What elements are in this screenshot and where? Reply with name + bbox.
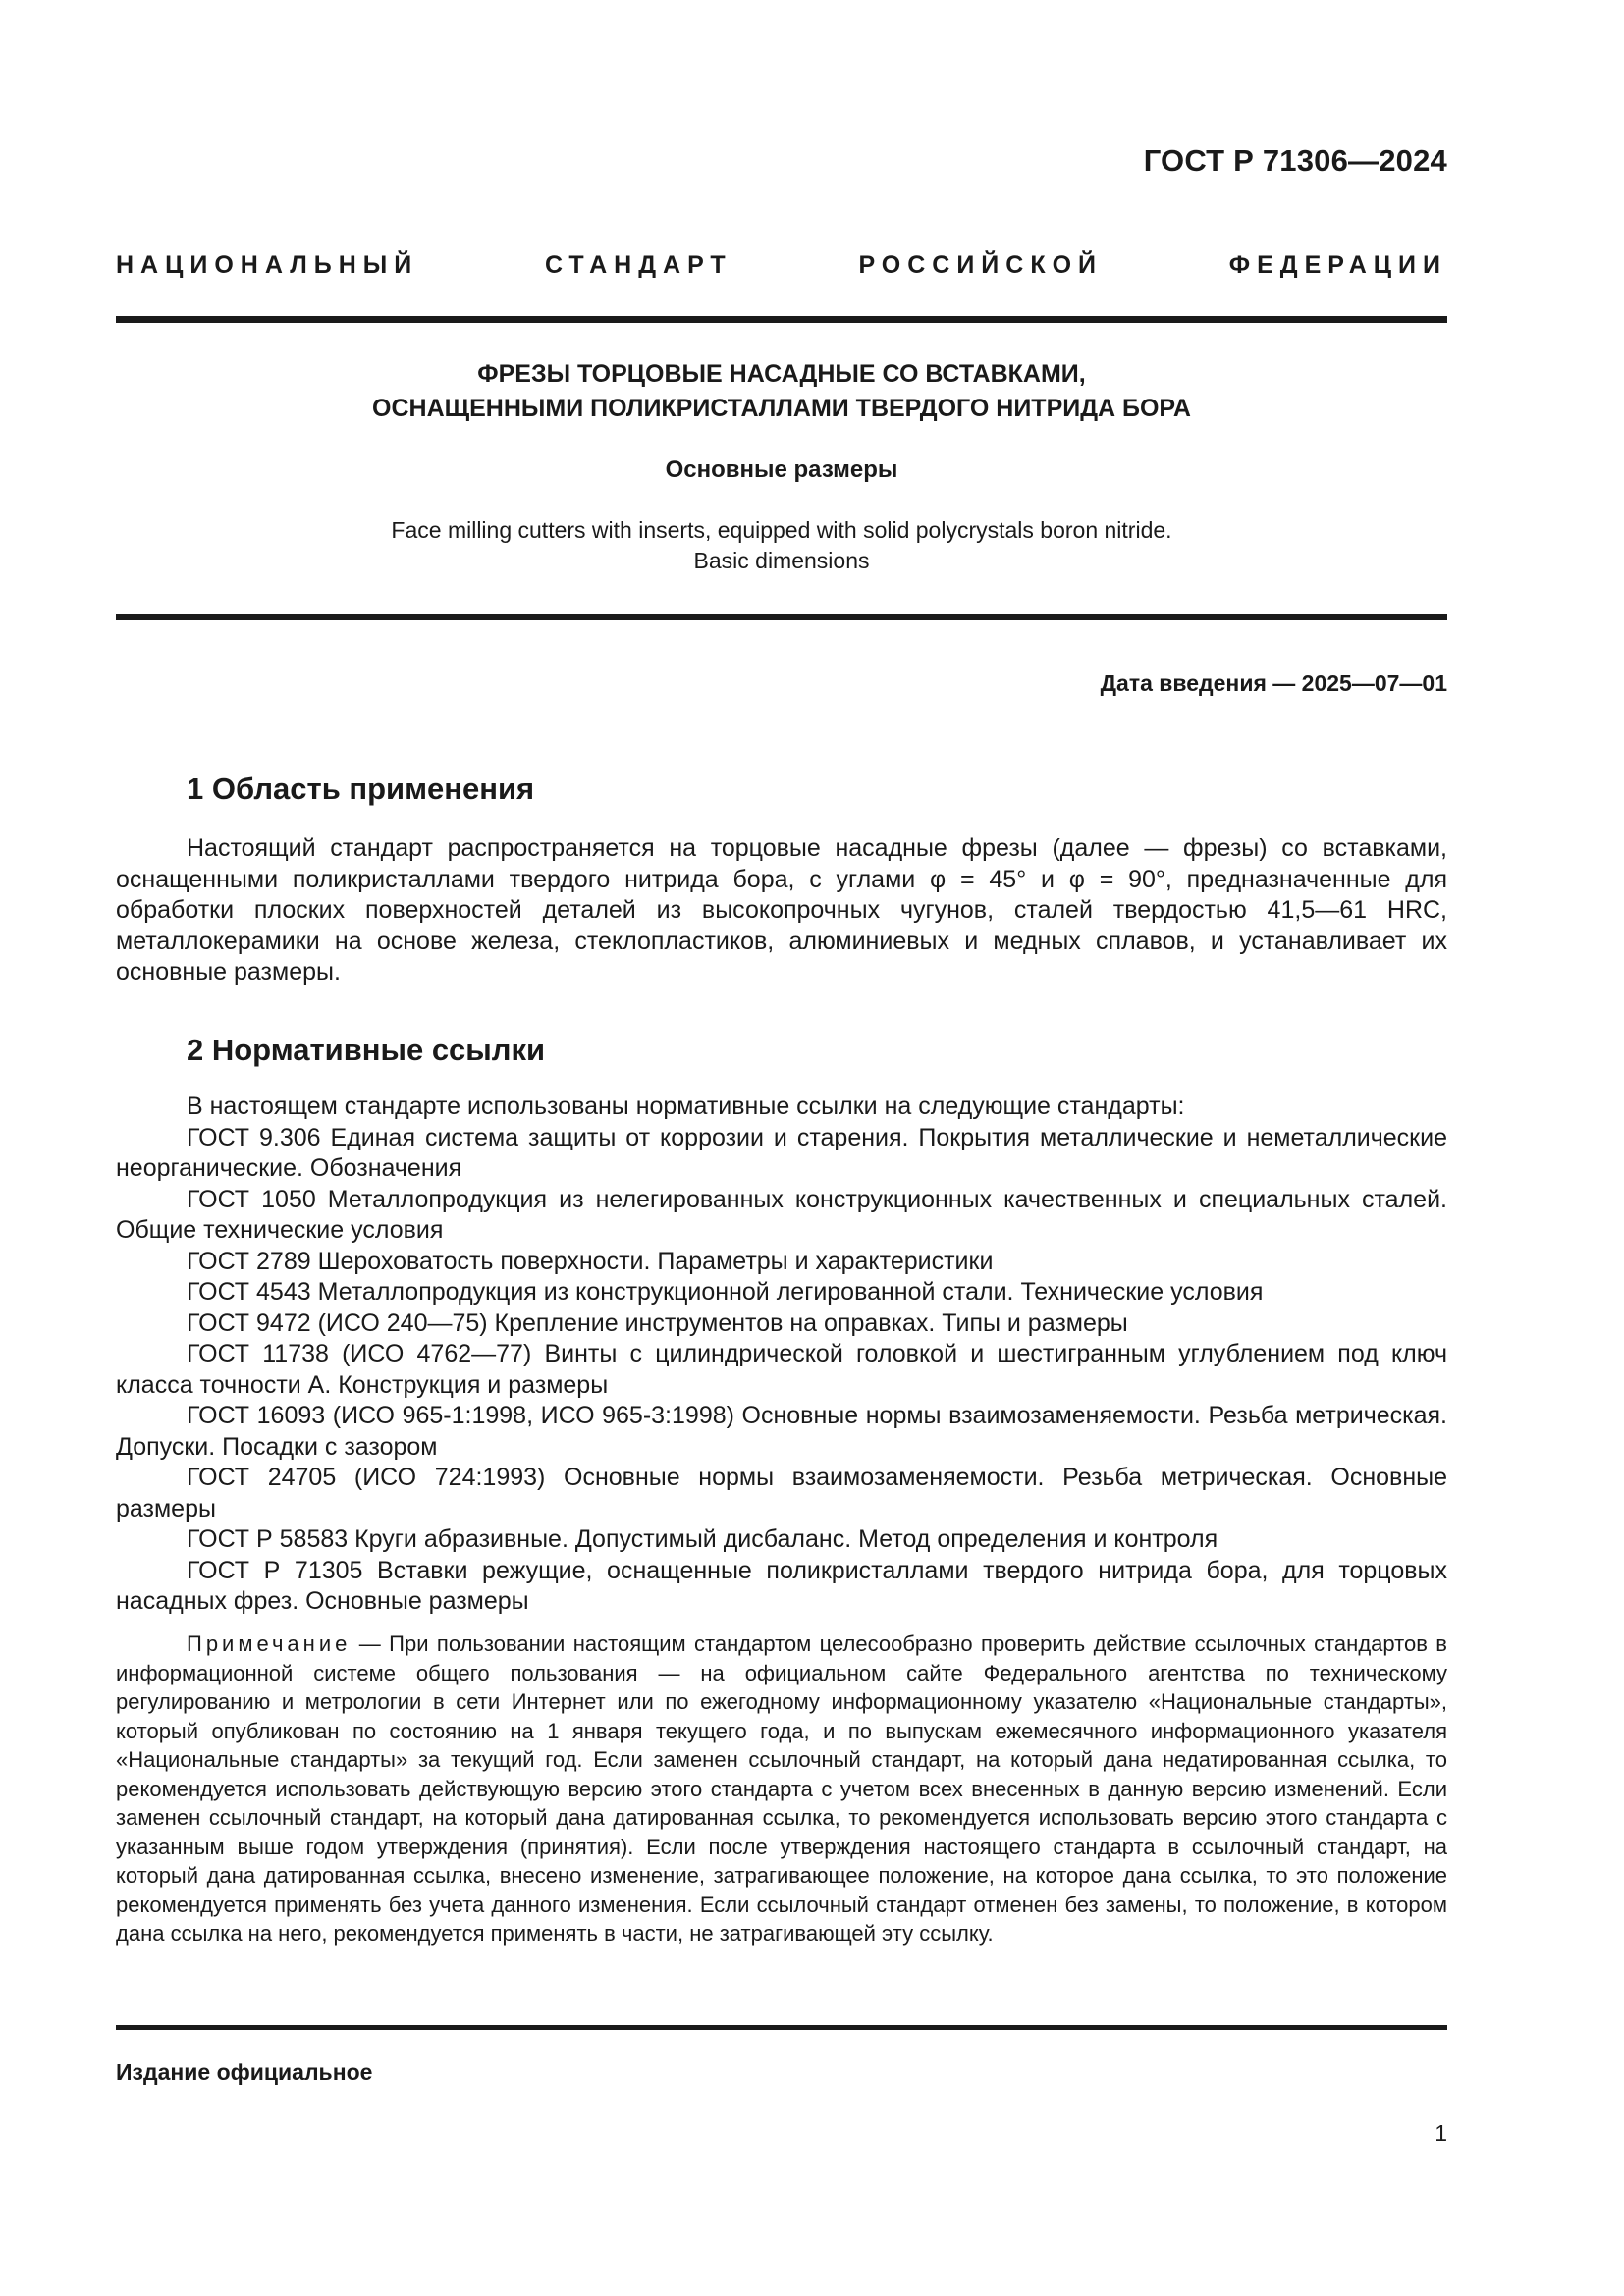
reference-item: ГОСТ 16093 (ИСО 965-1:1998, ИСО 965-3:1998) Основные нормы взаимозаменяемости. Резьба метрическая. Допуски. Посадки с зазором [116,1402,1447,1461]
note-paragraph [116,1629,1447,1949]
english-title-line-1: Face milling cutters with inserts, equipped with solid polycrystals boron nitride. [391,517,1172,543]
reference-item: ГОСТ 1050 Металлопродукция из нелегированных конструкционных качественных и специальных сталей. Общие технические условия [116,1185,1447,1244]
reference-item: ГОСТ Р 58583 Круги абразивные. Допустимый дисбаланс. Метод определения и контроля [187,1525,1218,1553]
page-number: 1 [1435,2120,1447,2146]
section-heading-scope: 1 Область применения [187,772,535,806]
document-page [116,0,1447,2296]
references-intro: В настоящем стандарте использованы нормативные ссылки на следующие стандарты: [187,1093,1185,1120]
national-standard-banner: НАЦИОНАЛЬНЫЙ СТАНДАРТ РОССИЙСКОЙ ФЕДЕРАЦИИ [116,251,1447,279]
reference-item: ГОСТ 9472 (ИСО 240—75) Крепление инструментов на оправках. Типы и размеры [187,1308,1128,1337]
reference-item: ГОСТ 11738 (ИСО 4762—77) Винты с цилиндрической головкой и шестигранным углублением под ключ класса точности А. Конструкция и размеры [116,1340,1447,1399]
bottom-divider [116,2025,1447,2030]
reference-item: ГОСТ 4543 Металлопродукция из конструкционной легированной стали. Технические условия [187,1278,1264,1306]
note-label: Примечание [187,1631,352,1656]
document-title [116,357,1447,426]
note-text: — При пользовании настоящим стандартом целесообразно проверить действие ссылочных стандартов в информационной системе общего пользования — на официальном сайте Федерального агентства по техническому регулированию и метрологии в сети Интернет или по ежегодному информационному указателю «Национальные стандарты», который опубликован по состоянию на 1 января текущего года, и по выпускам ежемесячного информационного указателя «Национальные стандарты» за текущий год. Если заменен ссылочный стандарт, на который дана недатированная ссылка, то рекомендуется использовать действующую версию этого стандарта с учетом всех внесенных в данную версию изменений. Если заменен ссылочный стандарт, на который дана датированная ссылка, то рекомендуется использовать версию этого стандарта с указанным выше годом утверждения (принятия). Если после утверждения настоящего стандарта в ссылочный стандарт, на который дана датированная ссылка, внесено изменение, затрагивающее положение, на которое дана ссылка, то это положение рекомендуется применять без учета данного изменения. Если ссылочный стандарт отменен без замены, то положение, в котором дана ссылка на него, рекомендуется применять в части, не затрагивающей эту ссылку. [116,1631,1447,1946]
scope-paragraph: Настоящий стандарт распространяется на торцовые насадные фрезы (далее — фрезы) со вставками, оснащенными поликристаллами твердого нитрида бора, с углами φ = 45° и φ = 90°, предназначенные для обработки плоских поверхностей деталей из высокопрочных чугунов, сталей твердостью 41,5—61 HRC, металлокерамики на основе железа, стеклопластиков, алюминиевых и медных сплавов, и устанавливает их основные размеры. [116,834,1447,986]
document-subtitle: Основные размеры [665,456,898,483]
title-line-1: ФРЕЗЫ ТОРЦОВЫЕ НАСАДНЫЕ СО ВСТАВКАМИ, [477,360,1086,388]
top-divider [116,316,1447,323]
reference-item: ГОСТ 9.306 Единая система защиты от коррозии и старения. Покрытия металлические и неметаллические неорганические. Обозначения [116,1123,1447,1182]
english-title [116,515,1447,576]
reference-item: ГОСТ 24705 (ИСО 724:1993) Основные нормы взаимозаменяемости. Резьба метрическая. Основные размеры [116,1464,1447,1522]
references-block [116,1092,1447,1618]
english-title-line-2: Basic dimensions [693,548,870,573]
official-edition-label: Издание официальное [116,2059,373,2085]
section-heading-references: 2 Нормативные ссылки [187,1033,546,1067]
title-line-2: ОСНАЩЕННЫМИ ПОЛИКРИСТАЛЛАМИ ТВЕРДОГО НИТРИДА БОРА [372,395,1191,422]
middle-divider [116,614,1447,620]
reference-item: ГОСТ 2789 Шероховатость поверхности. Параметры и характеристики [187,1247,994,1275]
document-code: ГОСТ Р 71306—2024 [1143,143,1447,178]
introduction-date: Дата введения — 2025—07—01 [1100,670,1447,696]
reference-item: ГОСТ Р 71305 Вставки режущие, оснащенные поликристаллами твердого нитрида бора, для торцовых насадных фрез. Основные размеры [116,1556,1447,1615]
